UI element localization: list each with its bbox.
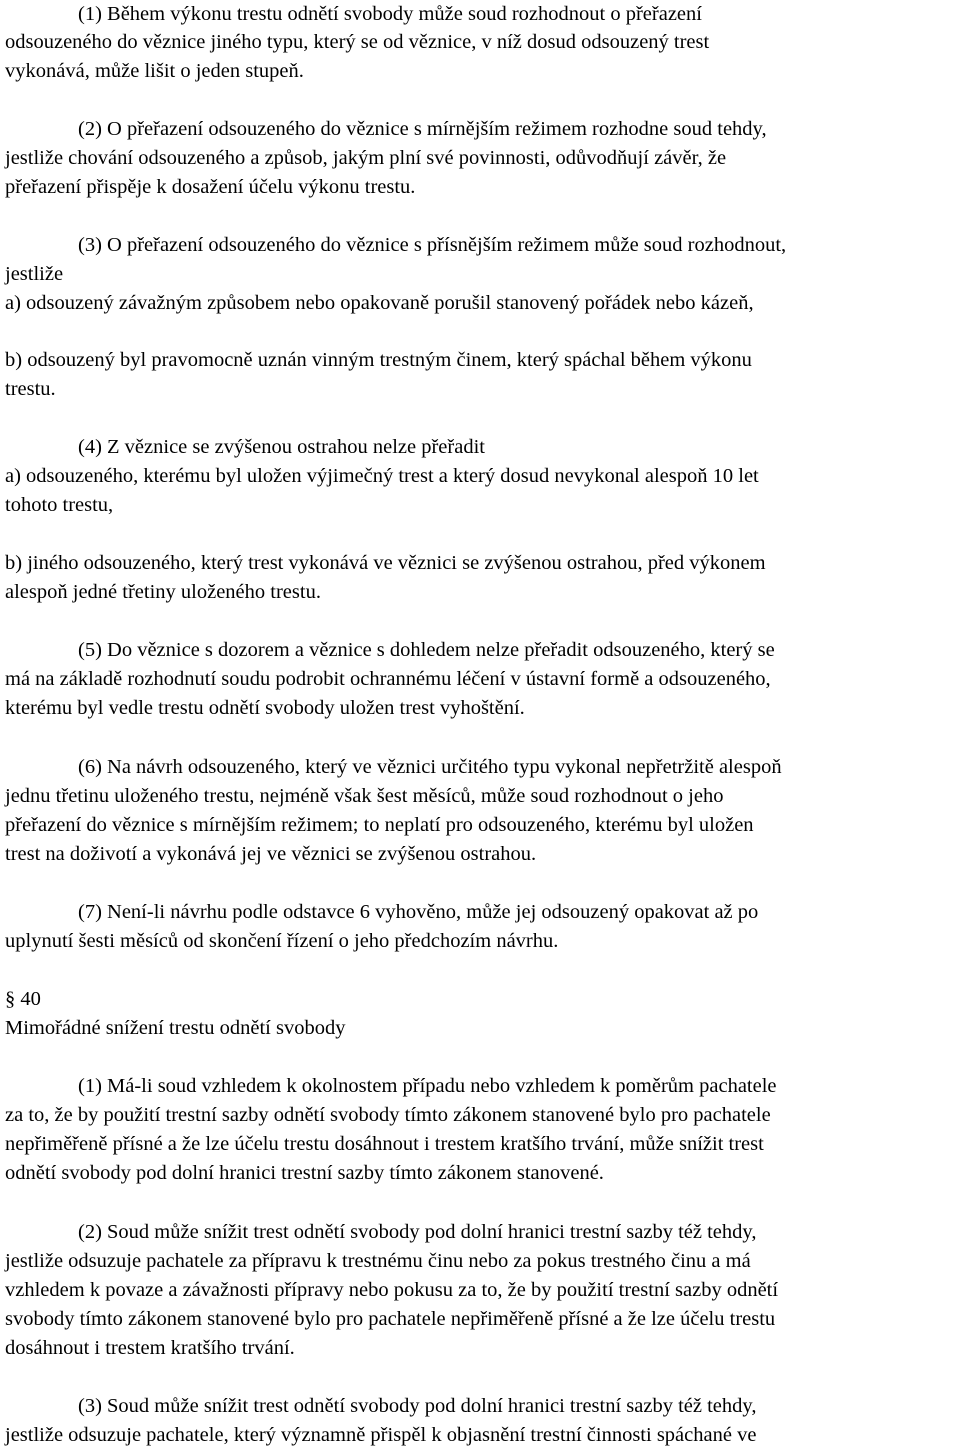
text-line: jestliže odsuzuje pachatele, který významně přispěl k objasnění trestní činnosti spáchané ve — [5, 1424, 757, 1446]
text-line: (3) Soud může snížit trest odnětí svobody pod dolní hranici trestní sazby též tehdy, — [78, 1395, 757, 1417]
text-line: odnětí svobody pod dolní hranici trestní sazby tímto zákonem stanovené. — [5, 1162, 604, 1184]
text-line: (1) Během výkonu trestu odnětí svobody může soud rozhodnout o přeřazení — [78, 3, 702, 25]
text-line: vzhledem k povaze a závažnosti přípravy nebo pokusu za to, že by použití trestní sazby odnětí — [5, 1279, 779, 1301]
text-line: jednu třetinu uloženého trestu, nejméně však šest měsíců, může soud rozhodnout o jeho — [5, 785, 724, 807]
text-line: (2) Soud může snížit trest odnětí svobody pod dolní hranici trestní sazby též tehdy, — [78, 1221, 757, 1243]
text-line: b) odsouzený byl pravomocně uznán vinným trestným činem, který spáchal během výkonu — [5, 349, 752, 371]
text-line: přeřazení přispěje k dosažení účelu výkonu trestu. — [5, 176, 416, 198]
text-line: nepřiměřeně přísné a že lze účelu trestu dosáhnout i trestem kratšího trvání, může snížit trest — [5, 1133, 764, 1155]
text-line: (3) O přeřazení odsouzeného do věznice s přísnějším režimem může soud rozhodnout, — [78, 234, 787, 256]
text-line: přeřazení do věznice s mírnějším režimem; to neplatí pro odsouzeného, kterému byl uložen — [5, 814, 754, 836]
text-line: (4) Z věznice se zvýšenou ostrahou nelze přeřadit — [78, 436, 485, 458]
text-line: (7) Není-li návrhu podle odstavce 6 vyhověno, může jej odsouzený opakovat až po — [78, 901, 759, 923]
text-line: tohoto trestu, — [5, 494, 114, 516]
text-line: vykonává, může lišit o jeden stupeň. — [5, 60, 304, 82]
text-line: (1) Má-li soud vzhledem k okolnostem případu nebo vzhledem k poměrům pachatele — [78, 1075, 777, 1097]
text-line: jestliže odsuzuje pachatele za přípravu k trestnému činu nebo za pokus trestného činu a má — [5, 1250, 751, 1272]
text-line: jestliže chování odsouzeného a způsob, jakým plní své povinnosti, odůvodňují závěr, že — [5, 147, 727, 169]
section-number: § 40 — [5, 988, 41, 1010]
text-line: odsouzeného do věznice jiného typu, který se od věznice, v níž dosud odsouzený trest — [5, 31, 710, 53]
text-line: b) jiného odsouzeného, který trest vykonává ve věznici se zvýšenou ostrahou, před výkonem — [5, 552, 766, 574]
text-line: svobody tímto zákonem stanovené bylo pro pachatele nepřiměřeně přísné a že lze účelu trestu — [5, 1308, 776, 1330]
text-line: jestliže — [5, 263, 64, 285]
text-line: (6) Na návrh odsouzeného, který ve věznici určitého typu vykonal nepřetržitě alespoň — [78, 756, 782, 778]
text-line: alespoň jedné třetiny uloženého trestu. — [5, 581, 321, 603]
text-line: (5) Do věznice s dozorem a věznice s dohledem nelze přeřadit odsouzeného, který se — [78, 639, 775, 661]
text-line: dosáhnout i trestem kratšího trvání. — [5, 1337, 295, 1359]
section-title: Mimořádné snížení trestu odnětí svobody — [5, 1017, 346, 1039]
text-line: za to, že by použití trestní sazby odnětí svobody tímto zákonem stanovené bylo pro pachatele — [5, 1104, 771, 1126]
text-line: a) odsouzeného, kterému byl uložen výjimečný trest a který dosud nevykonal alespoň 10 let — [5, 465, 759, 487]
text-line: má na základě rozhodnutí soudu podrobit ochrannému léčení v ústavní formě a odsouzeného, — [5, 668, 771, 690]
text-line: trest na doživotí a vykonává jej ve věznici se zvýšenou ostrahou. — [5, 843, 537, 865]
text-line: uplynutí šesti měsíců od skončení řízení o jeho předchozím návrhu. — [5, 930, 559, 952]
text-line: kterému byl vedle trestu odnětí svobody uložen trest vyhoštění. — [5, 697, 525, 719]
text-line: (2) O přeřazení odsouzeného do věznice s mírnějším režimem rozhodne soud tehdy, — [78, 118, 767, 140]
text-line: a) odsouzený závažným způsobem nebo opakovaně porušil stanovený pořádek nebo kázeň, — [5, 292, 754, 314]
text-line: trestu. — [5, 378, 56, 400]
